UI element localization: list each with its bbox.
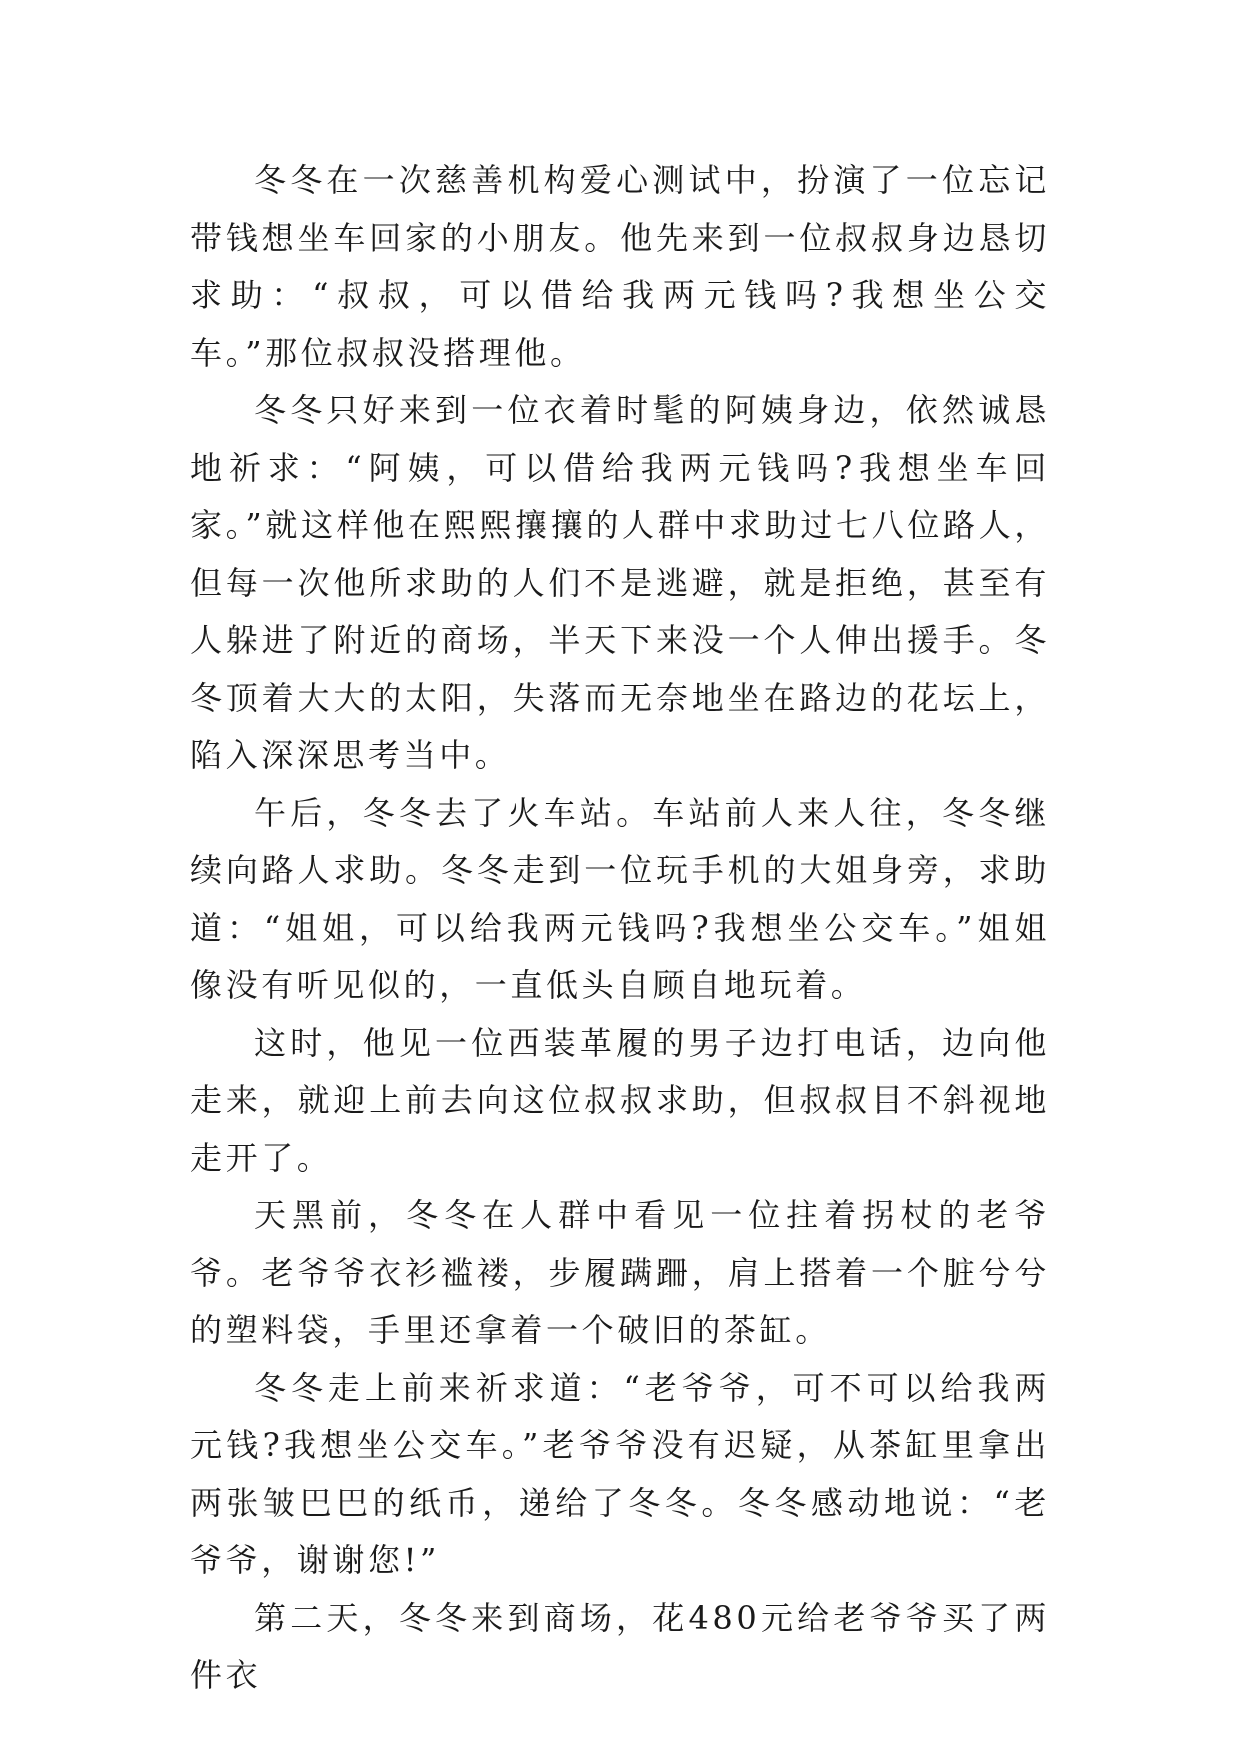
paragraph-4: 这时，他见一位西装革履的男子边打电话，边向他走来，就迎上前去向这位叔叔求助，但叔叔目不斜视地走开了。 bbox=[190, 1023, 1050, 1177]
paragraph-3: 午后，冬冬去了火车站。车站前人来人往，冬冬继续向路人求助。冬冬走到一位玩手机的大姐身旁，求助道：“姐姐，可以给我两元钱吗?我想坐公交车。”姐姐像没有听见似的，一直低头自顾自地玩着。 bbox=[190, 793, 1050, 1004]
document-page bbox=[190, 152, 1050, 1705]
paragraph-5: 天黑前，冬冬在人群中看见一位拄着拐杖的老爷爷。老爷爷衣衫褴褛，步履蹒跚，肩上搭着一个脏兮兮的塑料袋，手里还拿着一个破旧的茶缸。 bbox=[190, 1196, 1050, 1349]
paragraph-7: 第二天，冬冬来到商场，花480元给老爷爷买了两件衣 bbox=[190, 1598, 1050, 1694]
paragraph-6: 冬冬走上前来祈求道：“老爷爷，可不可以给我两元钱?我想坐公交车。”老爷爷没有迟疑，从茶缸里拿出两张皱巴巴的纸币，递给了冬冬。冬冬感动地说：“老爷爷，谢谢您!” bbox=[190, 1368, 1050, 1579]
paragraph-1: 冬冬在一次慈善机构爱心测试中，扮演了一位忘记带钱想坐车回家的小朋友。他先来到一位叔叔身边恳切求助：“叔叔，可以借给我两元钱吗?我想坐公交车。”那位叔叔没搭理他。 bbox=[190, 161, 1050, 372]
paragraph-2: 冬冬只好来到一位衣着时髦的阿姨身边，依然诚恳地祈求：“阿姨，可以借给我两元钱吗?我想坐车回家。”就这样他在熙熙攘攘的人群中求助过七八位路人，但每一次他所求助的人们不是逃避，就是拒绝，甚至有人躲进了附近的商场，半天下来没一个人伸出援手。冬冬顶着大大的太阳，失落而无奈地坐在路边的花坛上，陷入深深思考当中。 bbox=[190, 391, 1050, 774]
